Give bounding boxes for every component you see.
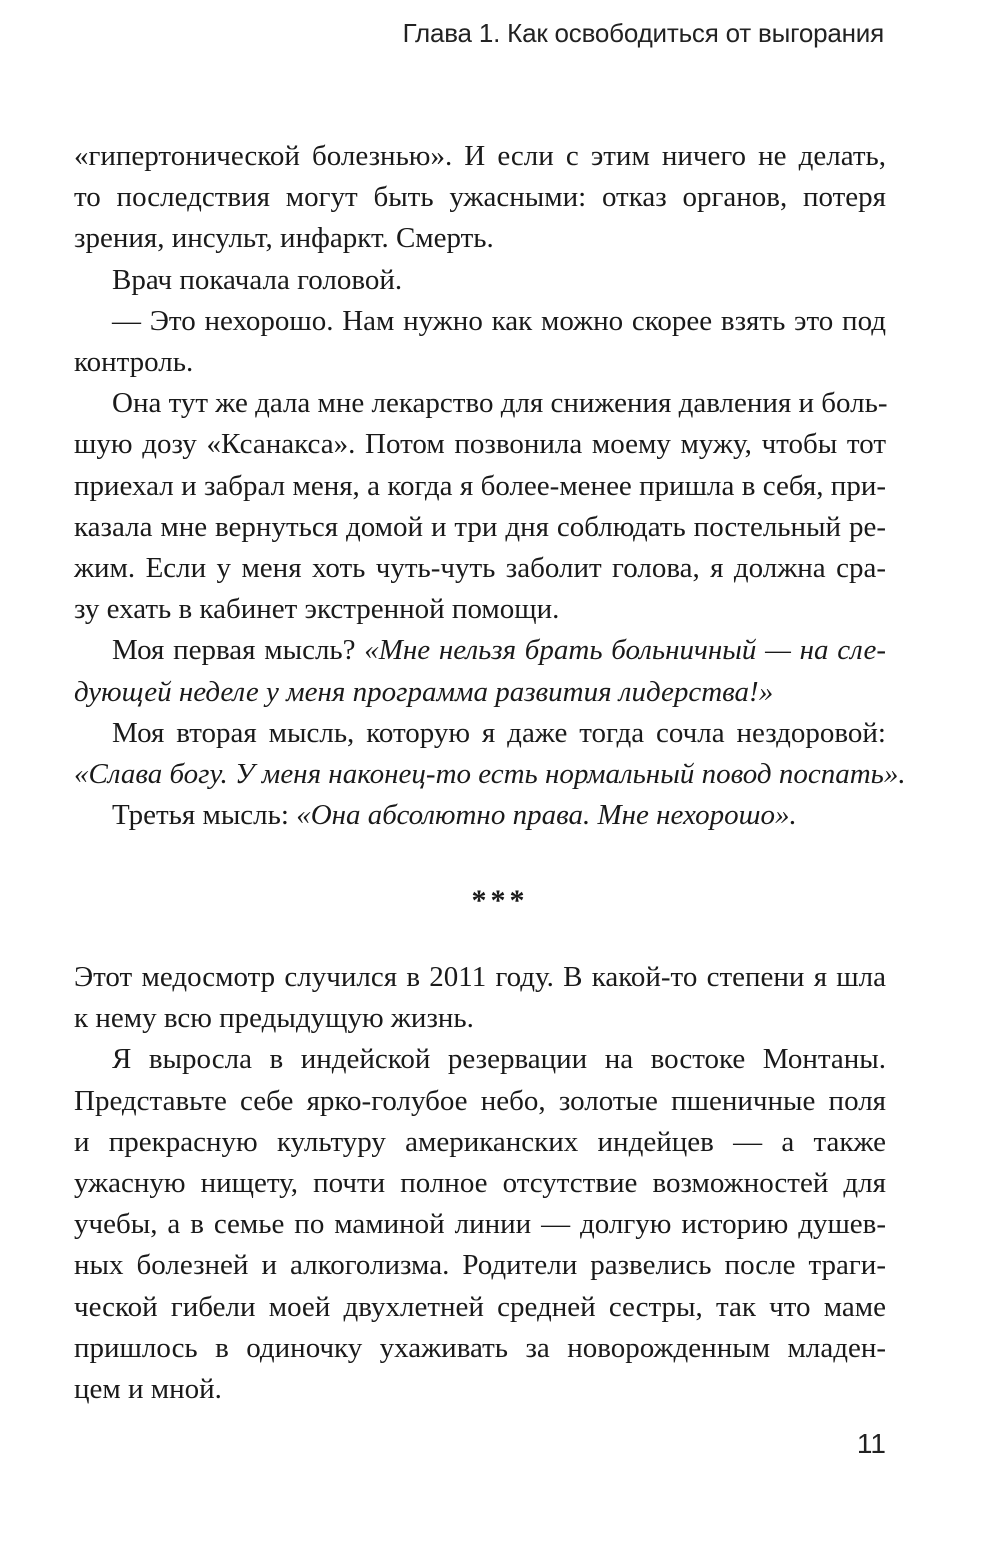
text-line	[74, 754, 906, 795]
text-line: ных болезней и алкоголизма. Родители развелись после траги-	[74, 1249, 886, 1282]
text-line: «гипертонической болезнью». И если с этим ничего не делать,	[74, 140, 886, 172]
running-header: Глава 1. Как освободиться от выгорания	[402, 18, 884, 48]
thought2-quote: «Слава богу. У меня наконец-то есть нормальный повод поспать».	[74, 758, 906, 791]
text-line: зу ехать в кабинет экстренной помощи.	[74, 593, 560, 626]
thought3-quote: «Она абсолютно права. Мне нехорошо».	[296, 799, 797, 832]
text-line: Я выросла в индейской резервации на востоке Монтаны.	[112, 1043, 886, 1076]
body-text-part1	[74, 136, 906, 836]
text-line	[74, 672, 886, 713]
text-line: цем и мной.	[74, 1373, 222, 1406]
section-separator: ***	[471, 884, 529, 917]
text-line: приехал и забрал меня, а когда я более-менее пришла в себя, при-	[74, 469, 886, 502]
text-line: контроль.	[74, 346, 194, 379]
text-line: и прекрасную культуру американских индейцев — а также	[74, 1125, 886, 1158]
thought3-lead: Третья мысль:	[112, 799, 297, 832]
text-line: — Это нехорошо. Нам нужно как можно скорее взять это под	[112, 304, 886, 337]
text-line: Этот медосмотр случился в 2011 году. В какой-то степени я шла	[74, 961, 886, 993]
thought1-lead: Моя первая мысль?	[112, 634, 365, 667]
text-line: шую дозу «Ксанакса». Потом позвонила моему мужу, чтобы тот	[74, 428, 886, 461]
thought1-quote-a: «Мне нельзя брать больничный — на сле-	[364, 634, 886, 667]
text-line	[74, 795, 886, 836]
text-line: жим. Если у меня хоть чуть-чуть заболит голова, я должна сра-	[74, 552, 886, 585]
text-line: к нему всю предыдущую жизнь.	[74, 1002, 474, 1035]
text-line: Она тут же дала мне лекарство для снижения давления и боль-	[112, 387, 888, 420]
text-line: казала мне вернуться домой и три дня соблюдать постельный ре-	[74, 510, 886, 543]
text-line: Врач покачала головой.	[112, 263, 403, 296]
thought1-quote-b: дующей неделе у меня программа развития лидерства!»	[74, 675, 774, 708]
text-line: зрения, инсульт, инфаркт. Смерть.	[74, 222, 494, 255]
text-line: Моя вторая мысль, которую я даже тогда сочла нездоровой:	[112, 716, 886, 749]
body-text-part2	[74, 957, 886, 1410]
text-line: ужасную нищету, почти полное отсутствие возможностей для	[74, 1167, 886, 1200]
text-line: то последствия могут быть ужасными: отказ органов, потеря	[74, 181, 886, 214]
text-line	[74, 630, 886, 671]
page-number: 11	[856, 1428, 886, 1459]
text-line: пришлось в одиночку ухаживать за новорожденным младен-	[74, 1331, 886, 1364]
text-line: Представьте себе ярко-голубое небо, золотые пшеничные поля	[74, 1084, 886, 1117]
text-line: ческой гибели моей двухлетней средней сестры, так что маме	[74, 1290, 886, 1323]
text-line: учебы, а в семье по маминой линии — долгую историю душев-	[74, 1208, 886, 1241]
